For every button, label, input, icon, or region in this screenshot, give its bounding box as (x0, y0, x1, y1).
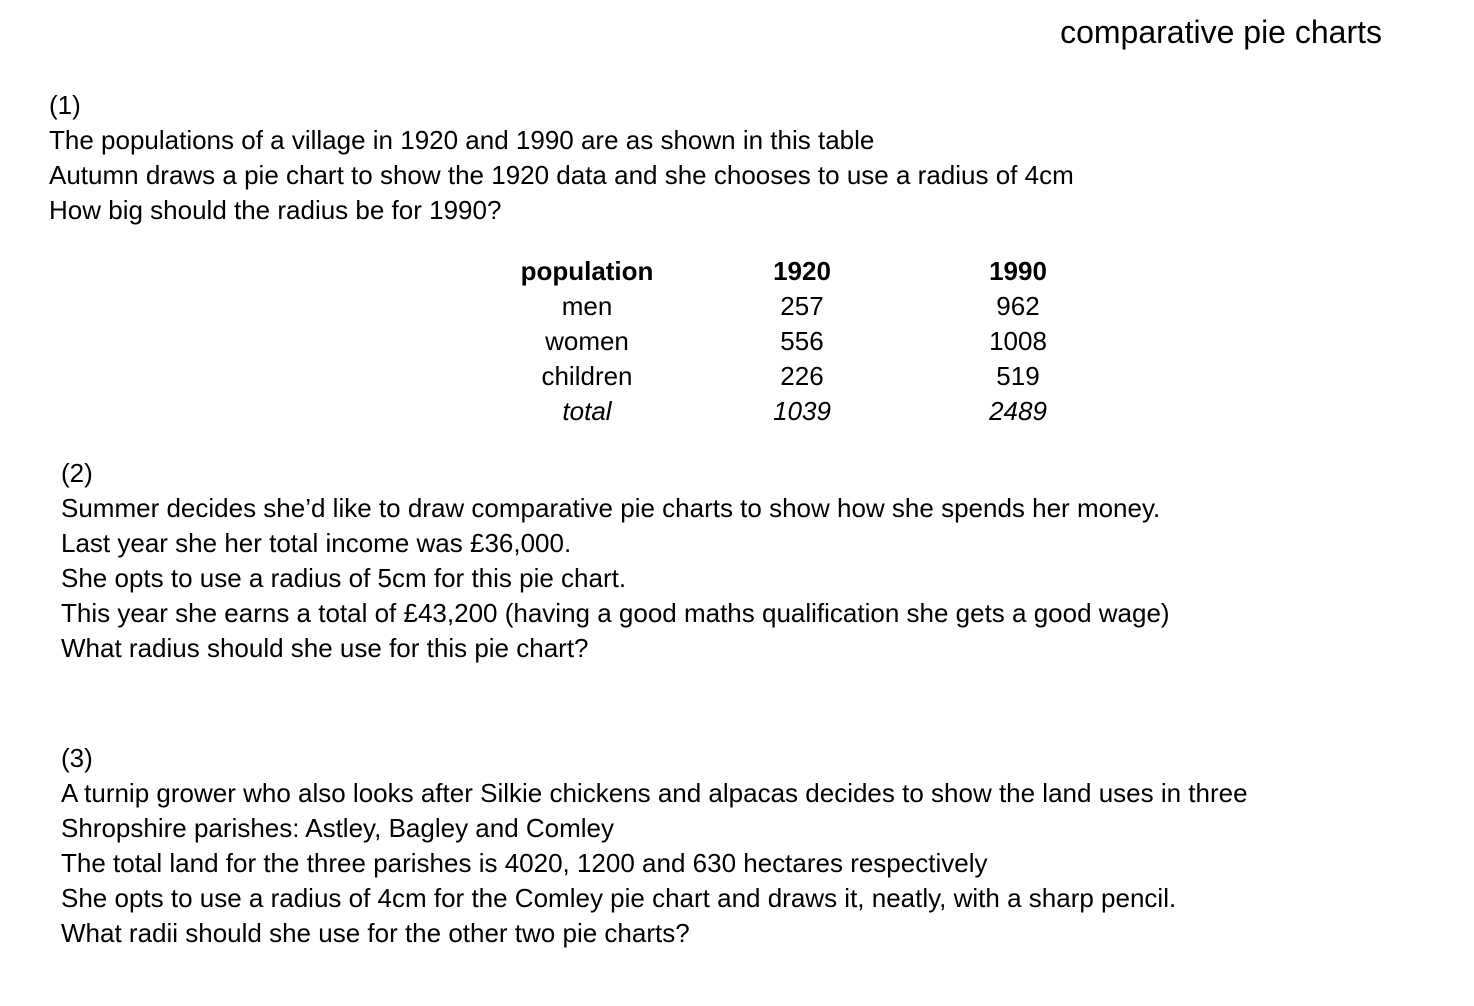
question-2-line: Last year she her total income was £36,000. (61, 528, 572, 558)
table-cell: 1008 (989, 326, 1047, 356)
table-cell: children (541, 361, 633, 391)
question-2-number: (2) (61, 458, 93, 488)
table-row (480, 324, 1126, 359)
table-cell: 962 (996, 291, 1040, 321)
table-header: 1920 (773, 256, 831, 286)
table-cell: 257 (780, 291, 824, 321)
question-1 (49, 88, 1074, 228)
question-2 (61, 456, 1170, 666)
table-row (480, 289, 1126, 324)
table-cell: 2489 (989, 396, 1047, 426)
question-1-line: Autumn draws a pie chart to show the 1920 data and she chooses to use a radius of 4cm (49, 160, 1074, 190)
table-header: 1990 (989, 256, 1047, 286)
question-3-line: She opts to use a radius of 4cm for the Comley pie chart and draws it, neatly, with a sharp pencil. (61, 883, 1177, 913)
table-total-row (480, 394, 1126, 429)
question-2-line: She opts to use a radius of 5cm for this pie chart. (61, 563, 627, 593)
question-1-line: How big should the radius be for 1990? (49, 195, 502, 225)
question-3-line: A turnip grower who also looks after Silkie chickens and alpacas decides to show the land uses in three (61, 778, 1248, 808)
table-row (480, 359, 1126, 394)
page-title: comparative pie charts (1060, 14, 1382, 50)
table-cell: 1039 (773, 396, 831, 426)
table-cell: men (561, 291, 613, 321)
question-1-number: (1) (49, 90, 81, 120)
question-3-line: The total land for the three parishes is 4020, 1200 and 630 hectares respectively (61, 848, 988, 878)
question-2-line: Summer decides she’d like to draw comparative pie charts to show how she spends her money. (61, 493, 1161, 523)
table-cell: 519 (996, 361, 1040, 391)
question-2-line: What radius should she use for this pie chart? (61, 633, 589, 663)
table-header: population (520, 256, 654, 286)
table-cell: 556 (780, 326, 824, 356)
question-3 (61, 741, 1248, 951)
table-cell: total (562, 396, 612, 426)
table-cell: women (545, 326, 629, 356)
question-3-line: Shropshire parishes: Astley, Bagley and Comley (61, 813, 615, 843)
question-3-line: What radii should she use for the other two pie charts? (61, 918, 690, 948)
table-header-row (480, 254, 1126, 289)
table-cell: 226 (780, 361, 824, 391)
question-2-line: This year she earns a total of £43,200 (having a good maths qualification she gets a good wage) (61, 598, 1170, 628)
question-1-line: The populations of a village in 1920 and 1990 are as shown in this table (49, 125, 875, 155)
question-3-number: (3) (61, 743, 93, 773)
population-table (480, 254, 1126, 429)
